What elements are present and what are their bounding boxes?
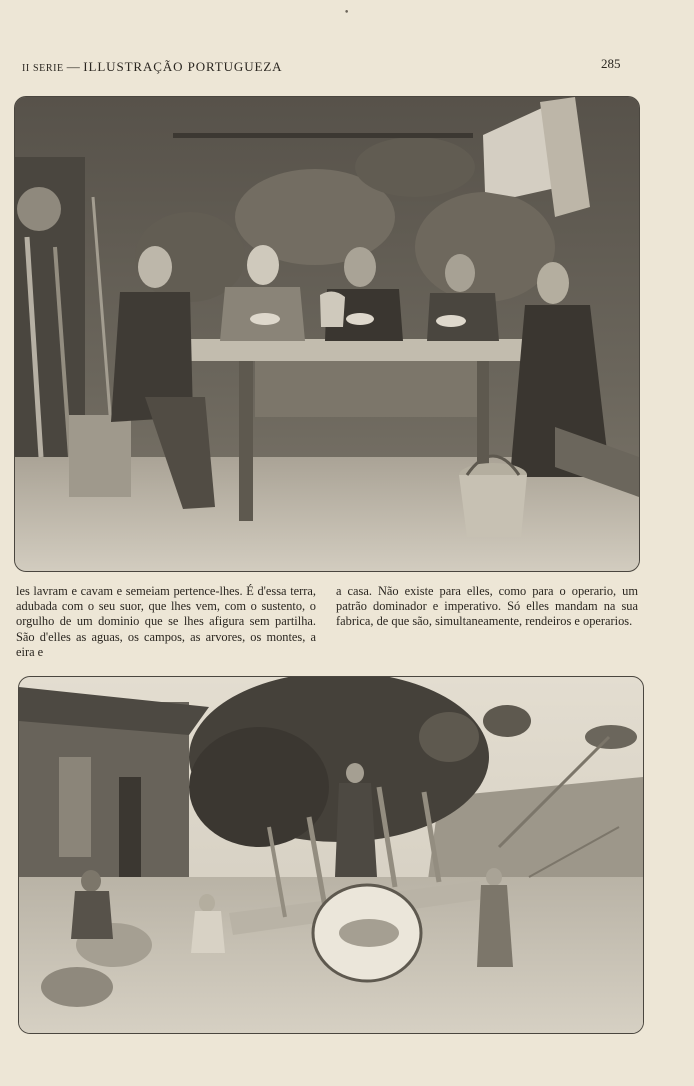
article-column-right <box>336 584 638 630</box>
photograph-family-meal-interior <box>15 97 639 571</box>
photo-cart-children <box>18 676 644 1034</box>
paragraph: les lavram e cavam e semeiam pertence-lhes. É d'essa terra, adubada com o seu suor, que lhes vem, com o sustento, o orgulho de um dominio que se lhes afigura sem partilha. São d'elles as aguas, os campos, as arvores, os montes, a eira e <box>16 584 316 659</box>
publication-title: ILLUSTRAÇÃO PORTUGUEZA <box>83 59 283 74</box>
page-number: 285 <box>601 56 621 71</box>
photograph-cart-and-children-outdoors <box>19 677 643 1033</box>
running-header <box>22 59 282 75</box>
paragraph: a casa. Não existe para elles, como para o operario, um patrão dominador e imperativo. Só elles mandam na sua fabrica, de que são, simultaneamente, rendeiros e operarios. <box>336 584 638 629</box>
article-column-left <box>16 584 316 660</box>
header-separator: — <box>66 59 81 74</box>
series-label: II SERIE <box>22 63 64 74</box>
top-mark: • <box>344 8 350 18</box>
photo-family-meal <box>14 96 640 572</box>
